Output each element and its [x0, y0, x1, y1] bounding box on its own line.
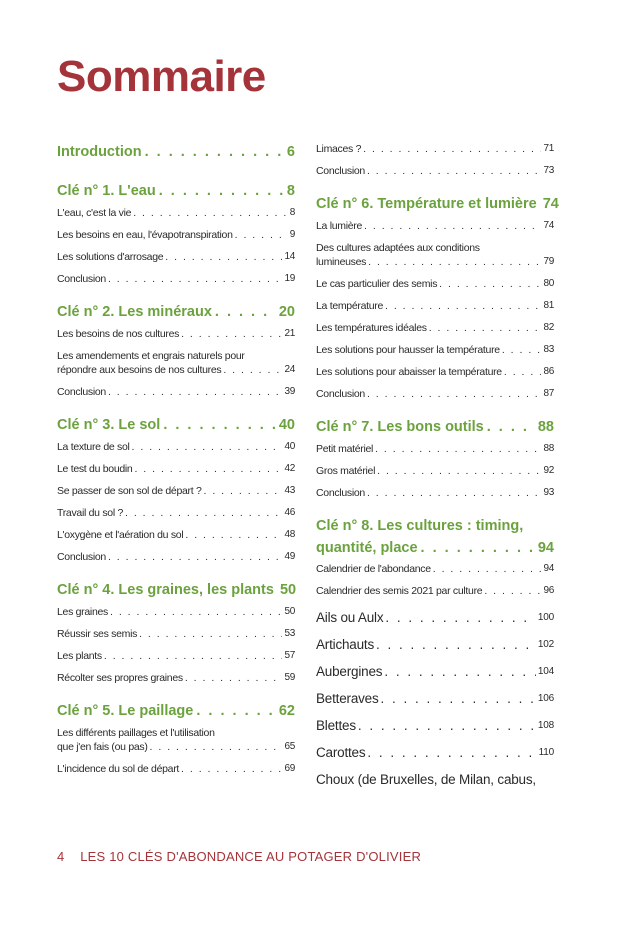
- entry-title: Les solutions pour hausser la température: [316, 344, 500, 356]
- entry-title: Réussir ses semis: [57, 628, 138, 640]
- crop-title: Aubergines: [316, 664, 383, 679]
- dot-leader: [502, 343, 542, 357]
- dot-leader: [181, 762, 282, 776]
- book-title: LES 10 CLÉS D'ABONDANCE AU POTAGER D'OLIVIER: [80, 849, 422, 864]
- dot-leader: [181, 327, 282, 341]
- entry-title: Conclusion: [316, 165, 365, 177]
- entry-page: 19: [284, 273, 295, 284]
- section-page: 8: [286, 183, 295, 199]
- section-title: Clé n° 1. L'eau: [57, 183, 156, 199]
- entry-title: Se passer de son sol de départ ?: [57, 485, 202, 497]
- toc-crop-entry[interactable]: [316, 609, 554, 627]
- toc-entry[interactable]: [316, 164, 554, 178]
- toc-section-cle8[interactable]: [316, 538, 554, 558]
- entry-page: 73: [543, 165, 554, 176]
- entry-page: 80: [543, 278, 554, 289]
- entry-page: 79: [543, 256, 554, 267]
- entry-page: 40: [284, 441, 295, 452]
- toc-entry-first-line: [57, 726, 295, 740]
- section-title: quantité, place: [316, 540, 418, 556]
- toc-entry[interactable]: [316, 142, 554, 156]
- entry-title: Les solutions d'arrosage: [57, 251, 164, 263]
- toc-entry[interactable]: [316, 442, 554, 456]
- dot-leader: [108, 550, 283, 564]
- entry-title: Conclusion: [57, 273, 106, 285]
- toc-entry[interactable]: [57, 528, 295, 542]
- dot-leader: [185, 671, 283, 685]
- dot-leader: [421, 538, 535, 558]
- entry-page: 53: [284, 628, 295, 639]
- toc-section-cle3[interactable]: [57, 415, 295, 435]
- toc-entry[interactable]: [57, 506, 295, 520]
- entry-page: 50: [284, 606, 295, 617]
- toc-entry[interactable]: [316, 343, 554, 357]
- entry-page: 39: [284, 386, 295, 397]
- dot-leader: [150, 740, 283, 754]
- entry-title: La lumière: [316, 220, 363, 232]
- toc-left-column: [57, 138, 295, 776]
- section-page: 50: [279, 582, 297, 598]
- toc-entry[interactable]: [57, 550, 295, 564]
- crop-title: Blettes: [316, 718, 356, 733]
- toc-entry[interactable]: [316, 321, 554, 335]
- toc-crop-entry-continued[interactable]: [316, 771, 554, 789]
- toc-section-cle1[interactable]: [57, 181, 295, 201]
- entry-title: La température: [316, 300, 384, 312]
- toc-entry[interactable]: [57, 762, 295, 776]
- toc-entry[interactable]: [316, 255, 554, 269]
- crop-title: Choux (de Bruxelles, de Milan, cabus,: [316, 772, 536, 787]
- entry-page: 9: [289, 229, 295, 240]
- dot-leader: [159, 181, 284, 201]
- entry-title: Travail du sol ?: [57, 507, 124, 519]
- toc-section-cle7[interactable]: [316, 417, 554, 437]
- toc-entry-first-line: [316, 241, 554, 255]
- entry-page: 48: [284, 529, 295, 540]
- entry-title: Le test du boudin: [57, 463, 133, 475]
- entry-title-line1: Les amendements et engrais naturels pour: [57, 350, 245, 362]
- entry-title: Les températures idéales: [316, 322, 427, 334]
- dot-leader: [185, 528, 282, 542]
- entry-page: 43: [284, 485, 295, 496]
- entry-page: 21: [284, 328, 295, 339]
- dot-leader: [367, 744, 536, 762]
- toc-right-column: [316, 138, 559, 789]
- toc-entry[interactable]: [57, 440, 295, 454]
- dot-leader: [132, 440, 283, 454]
- dot-leader: [384, 663, 536, 681]
- dot-leader: [196, 701, 276, 721]
- toc-crop-entry[interactable]: [316, 717, 554, 735]
- section-page: 62: [278, 703, 295, 719]
- entry-page: 81: [543, 300, 554, 311]
- crop-page: 100: [537, 612, 554, 623]
- dot-leader: [439, 277, 541, 291]
- toc-crop-entry[interactable]: [316, 744, 554, 762]
- toc-entry[interactable]: [57, 363, 295, 377]
- crop-title: Artichauts: [316, 637, 375, 652]
- toc-entry[interactable]: [57, 740, 295, 754]
- entry-page: 74: [543, 220, 554, 231]
- dot-leader: [145, 142, 284, 162]
- dot-leader: [377, 464, 541, 478]
- dot-leader: [487, 417, 535, 437]
- dot-leader: [134, 462, 282, 476]
- dot-leader: [367, 164, 542, 178]
- toc-entry-first-line: [57, 349, 295, 363]
- entry-title-line1: Des cultures adaptées aux conditions: [316, 242, 480, 254]
- section-title: Clé n° 3. Le sol: [57, 417, 161, 433]
- dot-leader: [235, 228, 288, 242]
- toc-section-introduction[interactable]: [57, 142, 295, 162]
- entry-page: 92: [543, 465, 554, 476]
- section-page: 88: [537, 419, 554, 435]
- dot-leader: [139, 627, 282, 641]
- entry-title: Les solutions pour abaisser la température: [316, 366, 502, 378]
- entry-title: Conclusion: [57, 386, 106, 398]
- toc-entry[interactable]: [316, 562, 554, 576]
- dot-leader: [504, 365, 542, 379]
- dot-leader: [125, 506, 282, 520]
- toc-section-cle6[interactable]: [316, 194, 559, 214]
- toc-crop-entry[interactable]: [316, 663, 554, 681]
- crop-page: 104: [537, 666, 554, 677]
- entry-title: que j'en fais (ou pas): [57, 741, 148, 753]
- dot-leader: [385, 609, 536, 627]
- toc-entry[interactable]: [57, 605, 295, 619]
- toc-entry[interactable]: [57, 627, 295, 641]
- page-title: Sommaire: [57, 52, 266, 101]
- dot-leader: [433, 562, 542, 576]
- dot-leader: [165, 250, 282, 264]
- entry-page: 14: [284, 251, 295, 262]
- section-title: Introduction: [57, 144, 142, 160]
- dot-leader: [385, 299, 541, 313]
- entry-page: 96: [543, 585, 554, 596]
- dot-leader: [381, 690, 536, 708]
- toc-entry[interactable]: [57, 250, 295, 264]
- entry-page: 82: [543, 322, 554, 333]
- toc-section-cle5[interactable]: [57, 701, 295, 721]
- dot-leader: [376, 636, 536, 654]
- dot-leader: [204, 484, 283, 498]
- entry-page: 65: [284, 741, 295, 752]
- entry-title: Récolter ses propres graines: [57, 672, 183, 684]
- entry-title: Conclusion: [57, 551, 106, 563]
- toc-entry[interactable]: [316, 219, 554, 233]
- toc-entry[interactable]: [316, 365, 554, 379]
- section-title: Clé n° 4. Les graines, les plants: [57, 582, 274, 598]
- entry-title: Conclusion: [316, 487, 365, 499]
- crop-page: 102: [537, 639, 554, 650]
- entry-title: Les plants: [57, 650, 102, 662]
- entry-page: 83: [543, 344, 554, 355]
- section-page: 74: [542, 196, 559, 212]
- toc-entry[interactable]: [316, 387, 554, 401]
- dot-leader: [368, 255, 541, 269]
- entry-page: 69: [284, 763, 295, 774]
- dot-leader: [484, 584, 541, 598]
- toc-entry[interactable]: [316, 464, 554, 478]
- dot-leader: [163, 415, 276, 435]
- toc-entry[interactable]: [316, 486, 554, 500]
- dot-leader: [367, 387, 542, 401]
- section-page: 20: [278, 304, 295, 320]
- section-title: Clé n° 5. Le paillage: [57, 703, 194, 719]
- entry-title: L'oxygène et l'aération du sol: [57, 529, 184, 541]
- toc-crop-entry[interactable]: [316, 636, 554, 654]
- entry-title: lumineuses: [316, 256, 367, 268]
- dot-leader: [364, 219, 541, 233]
- dot-leader: [108, 272, 283, 286]
- entry-page: 93: [543, 487, 554, 498]
- toc-section-cle4[interactable]: [57, 580, 295, 600]
- section-title: Clé n° 6. Température et lumière: [316, 196, 537, 212]
- crop-title: Betteraves: [316, 691, 379, 706]
- toc-entry[interactable]: [57, 462, 295, 476]
- entry-title: Petit matériel: [316, 443, 374, 455]
- toc-entry[interactable]: [57, 671, 295, 685]
- dot-leader: [133, 206, 288, 220]
- toc-crop-entry[interactable]: [316, 690, 554, 708]
- entry-title-line1: Les différents paillages et l'utilisation: [57, 727, 215, 739]
- entry-title: Le cas particulier des semis: [316, 278, 438, 290]
- crop-page: 106: [537, 693, 554, 704]
- dot-leader: [223, 363, 282, 377]
- entry-title: Limaces ?: [316, 143, 362, 155]
- entry-page: 88: [543, 443, 554, 454]
- dot-leader: [367, 486, 542, 500]
- page-number: 4: [57, 849, 65, 864]
- toc-entry[interactable]: [57, 228, 295, 242]
- crop-page: 108: [537, 720, 554, 731]
- entry-page: 59: [284, 672, 295, 683]
- entry-title: Les graines: [57, 606, 108, 618]
- entry-title: Calendrier des semis 2021 par culture: [316, 585, 483, 597]
- entry-title: Calendrier de l'abondance: [316, 563, 431, 575]
- crop-title: Carottes: [316, 745, 366, 760]
- crop-page: 110: [538, 747, 554, 758]
- dot-leader: [375, 442, 541, 456]
- dot-leader: [363, 142, 541, 156]
- dot-leader: [104, 649, 283, 663]
- section-title: Clé n° 7. Les bons outils: [316, 419, 484, 435]
- entry-page: 42: [284, 463, 295, 474]
- entry-title: répondre aux besoins de nos cultures: [57, 364, 222, 376]
- entry-page: 49: [284, 551, 295, 562]
- section-page: 6: [286, 144, 295, 160]
- section-page: 94: [537, 540, 554, 556]
- dot-leader: [215, 302, 276, 322]
- entry-page: 71: [543, 143, 554, 154]
- toc-entry[interactable]: [316, 299, 554, 313]
- entry-page: 8: [289, 207, 295, 218]
- entry-title: Gros matériel: [316, 465, 376, 477]
- entry-title: Les besoins en eau, l'évapotranspiration: [57, 229, 233, 241]
- entry-page: 94: [543, 563, 554, 574]
- dot-leader: [110, 605, 282, 619]
- toc-entry[interactable]: [57, 327, 295, 341]
- entry-title: Conclusion: [316, 388, 365, 400]
- entry-page: 87: [543, 388, 554, 399]
- dot-leader: [358, 717, 536, 735]
- toc-section-cle8-line1: [316, 516, 554, 536]
- toc-entry[interactable]: [57, 206, 295, 220]
- entry-page: 57: [284, 650, 295, 661]
- toc-entry[interactable]: [316, 277, 554, 291]
- dot-leader: [108, 385, 283, 399]
- entry-page: 86: [543, 366, 554, 377]
- toc-section-cle2[interactable]: [57, 302, 295, 322]
- entry-page: 46: [284, 507, 295, 518]
- page-footer: [57, 849, 421, 864]
- section-title: Clé n° 2. Les minéraux: [57, 304, 212, 320]
- toc-entry[interactable]: [57, 272, 295, 286]
- dot-leader: [429, 321, 542, 335]
- entry-title: L'eau, c'est la vie: [57, 207, 132, 219]
- entry-page: 24: [284, 364, 295, 375]
- section-page: 40: [278, 417, 295, 433]
- toc-entry[interactable]: [57, 484, 295, 498]
- section-title-line1: Clé n° 8. Les cultures : timing,: [316, 518, 524, 534]
- entry-title: Les besoins de nos cultures: [57, 328, 180, 340]
- entry-title: L'incidence du sol de départ: [57, 763, 180, 775]
- toc-entry[interactable]: [57, 385, 295, 399]
- toc-entry[interactable]: [316, 584, 554, 598]
- crop-title: Ails ou Aulx: [316, 610, 384, 625]
- toc-entry[interactable]: [57, 649, 295, 663]
- entry-title: La texture de sol: [57, 441, 130, 453]
